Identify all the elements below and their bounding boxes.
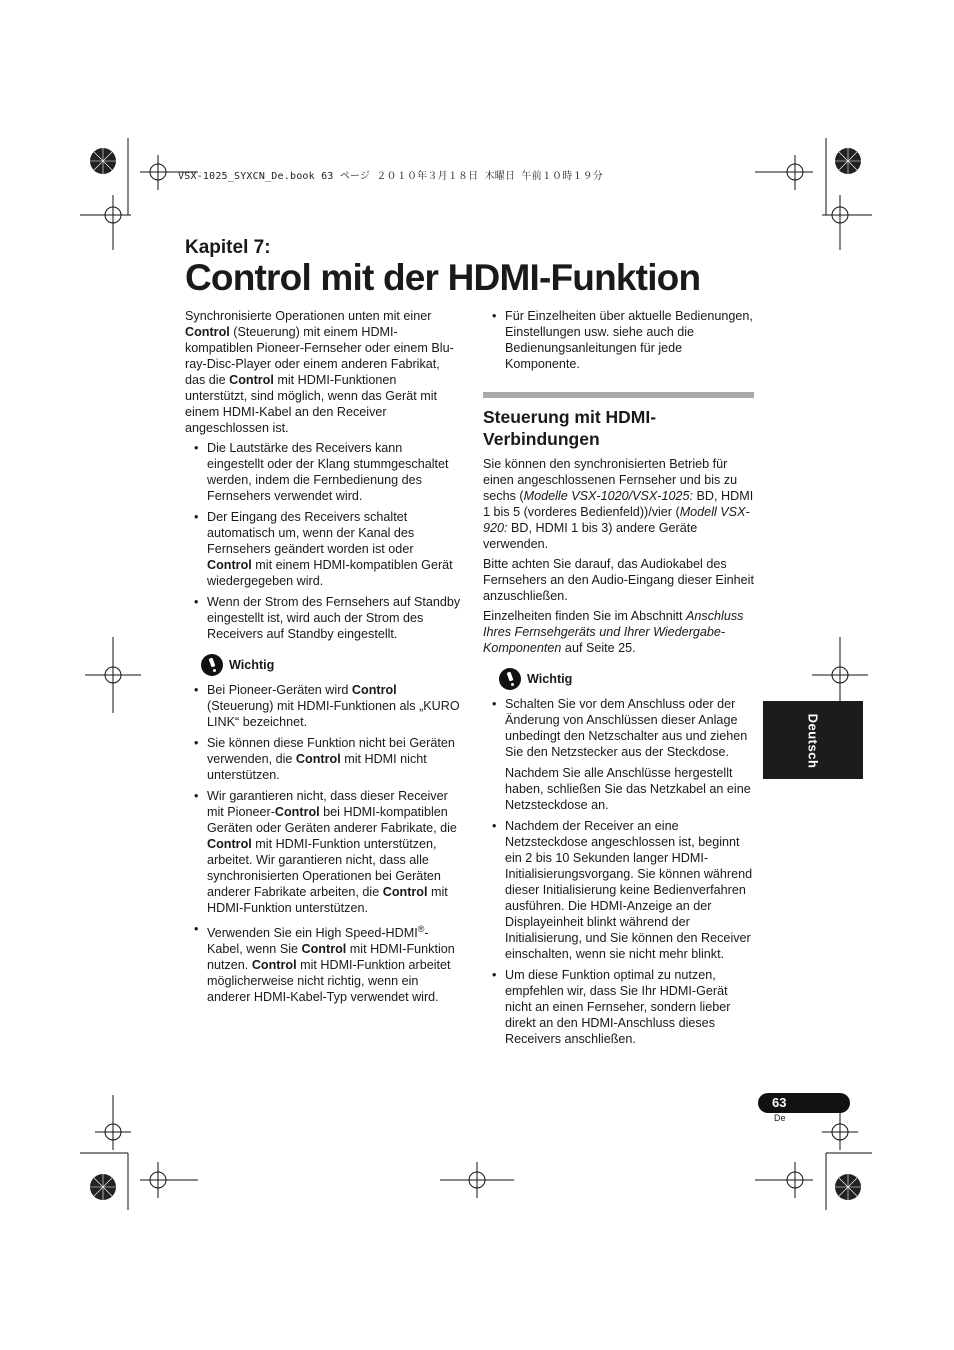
- page-number-badge: [758, 1093, 850, 1113]
- section-divider: [483, 392, 754, 398]
- list-item-continuation: Nachdem Sie alle Anschlüsse hergestellt haben, schließen Sie das Netzkabel an eine Netzsteckdose an.: [505, 766, 751, 812]
- important-heading: Wichtig: [499, 668, 754, 690]
- right-column: [483, 308, 754, 1052]
- page-language-code: De: [774, 1113, 786, 1123]
- list-item: • Die Lautstärke des Receivers kann eingestellt oder der Klang stummgeschaltet werden, indem die Fernbedienung des Fernsehers verwendet wird.: [207, 440, 461, 504]
- list-item: • Schalten Sie vor dem Anschluss oder der Änderung von Anschlüssen dieser Anlage unbedingt den Netzschalter aus und ziehen Sie den Netzstecker aus der Steckdose.: [505, 696, 754, 760]
- list-item: • Verwenden Sie ein High Speed-HDMI®-Kabel, wenn Sie Control mit HDMI-Funktion nutzen. Control mit HDMI-Funktion arbeitet möglicherweise nicht richtig, wenn ein anderer HDMI-Kabel-Typ verwendet wird.: [207, 921, 461, 1005]
- list-item: • Wenn der Strom des Fernsehers auf Standby eingestellt ist, wird auch der Strom des Receivers auf Standby eingestellt.: [207, 594, 461, 642]
- language-tab-label: Deutsch: [805, 713, 821, 769]
- section-paragraph: Sie können den synchronisierten Betrieb für einen angeschlossenen Fernseher und bis zu sechs (Modelle VSX-1020/VSX-1025: BD, HDMI 1 bis 5 (vorderes Bedienfeld))/vier (Modell VSX-920: BD, HDMI 1 bis 3) andere Geräte verwenden.: [483, 457, 754, 551]
- list-item: • Bei Pioneer-Geräten wird Control (Steuerung) mit HDMI-Funktionen als „KURO LINK“ bezeichnet.: [207, 682, 461, 730]
- print-header-line: VSX-1025_SYXCN_De.book 63 ページ ２０１０年３月１８日 木曜日 午前１０時１９分: [178, 171, 603, 182]
- list-item: • Für Einzelheiten über aktuelle Bedienungen, Einstellungen usw. siehe auch die Bedienungsanleitungen für jede Komponente.: [505, 308, 754, 372]
- language-tab: [763, 701, 863, 779]
- chapter-label: Kapitel 7:: [185, 237, 271, 258]
- important-icon: [499, 668, 521, 690]
- page-title: Control mit der HDMI-Funktion: [185, 257, 701, 298]
- list-item: • Wir garantieren nicht, dass dieser Receiver mit Pioneer-Control bei HDMI-kompatiblen Geräten oder Geräten anderer Fabrikate, die Control mit HDMI-Funktion unterstützen, arbeitet. Wir garantieren nicht, dass alle synchronisierten Operationen bei Geräten anderer Fabrikate arbeiten, die Control mit HDMI-Funktion unterstützen.: [207, 788, 461, 916]
- page-number: 63: [772, 1095, 787, 1110]
- top-list: [483, 308, 754, 372]
- important-heading: Wichtig: [201, 654, 461, 676]
- list-item: • Um diese Funktion optimal zu nutzen, empfehlen wir, dass Sie Ihr HDMI-Gerät nicht an einen Fernseher, sondern lieber direkt an den HDMI-Anschluss dieses Receivers anschließen.: [505, 967, 754, 1047]
- important-list: [185, 682, 461, 1005]
- section-paragraph: Einzelheiten finden Sie im Abschnitt Anschluss Ihres Fernsehgeräts und Ihrer Wiedergabe-Komponenten auf Seite 25.: [483, 609, 744, 655]
- important-list: [483, 696, 754, 1047]
- feature-list: [185, 440, 461, 642]
- important-icon: [201, 654, 223, 676]
- section-paragraph: Bitte achten Sie darauf, das Audiokabel des Fernsehers an den Audio-Eingang dieser Einheit anzuschließen.: [483, 557, 754, 603]
- list-item: • Der Eingang des Receivers schaltet automatisch um, wenn der Kanal des Fernsehers geändert worden ist oder Control mit einem HDMI-kompatiblen Gerät wiedergegeben wird.: [207, 509, 461, 589]
- section-title: Steuerung mit HDMI-Verbindungen: [483, 407, 657, 449]
- list-item: • Nachdem der Receiver an eine Netzsteckdose angeschlossen ist, beginnt ein 2 bis 10 Sekunden langer HDMI-Initialisierungsvorgang. Sie können während dieser Initialisierung keine Bedienverfahren ausführen. Die HDMI-Anzeige an der Displayeinheit blinkt während der Initialisierung, und Sie können den Receiver einschalten, wenn sie nicht mehr blinkt.: [505, 818, 754, 962]
- intro-paragraph: Synchronisierte Operationen unten mit einer Control (Steuerung) mit einem HDMI-kompatiblen Pioneer-Fernseher oder einem Blu-ray-Disc-Player oder einem anderen Fabrikat, das die Control mit HDMI-Funktionen unterstützt, sind möglich, wenn das Gerät mit einem HDMI-Kabel an den Receiver angeschlossen ist.: [185, 309, 454, 435]
- left-column: [185, 308, 461, 1010]
- list-item: • Sie können diese Funktion nicht bei Geräten verwenden, die Control mit HDMI nicht unterstützen.: [207, 735, 461, 783]
